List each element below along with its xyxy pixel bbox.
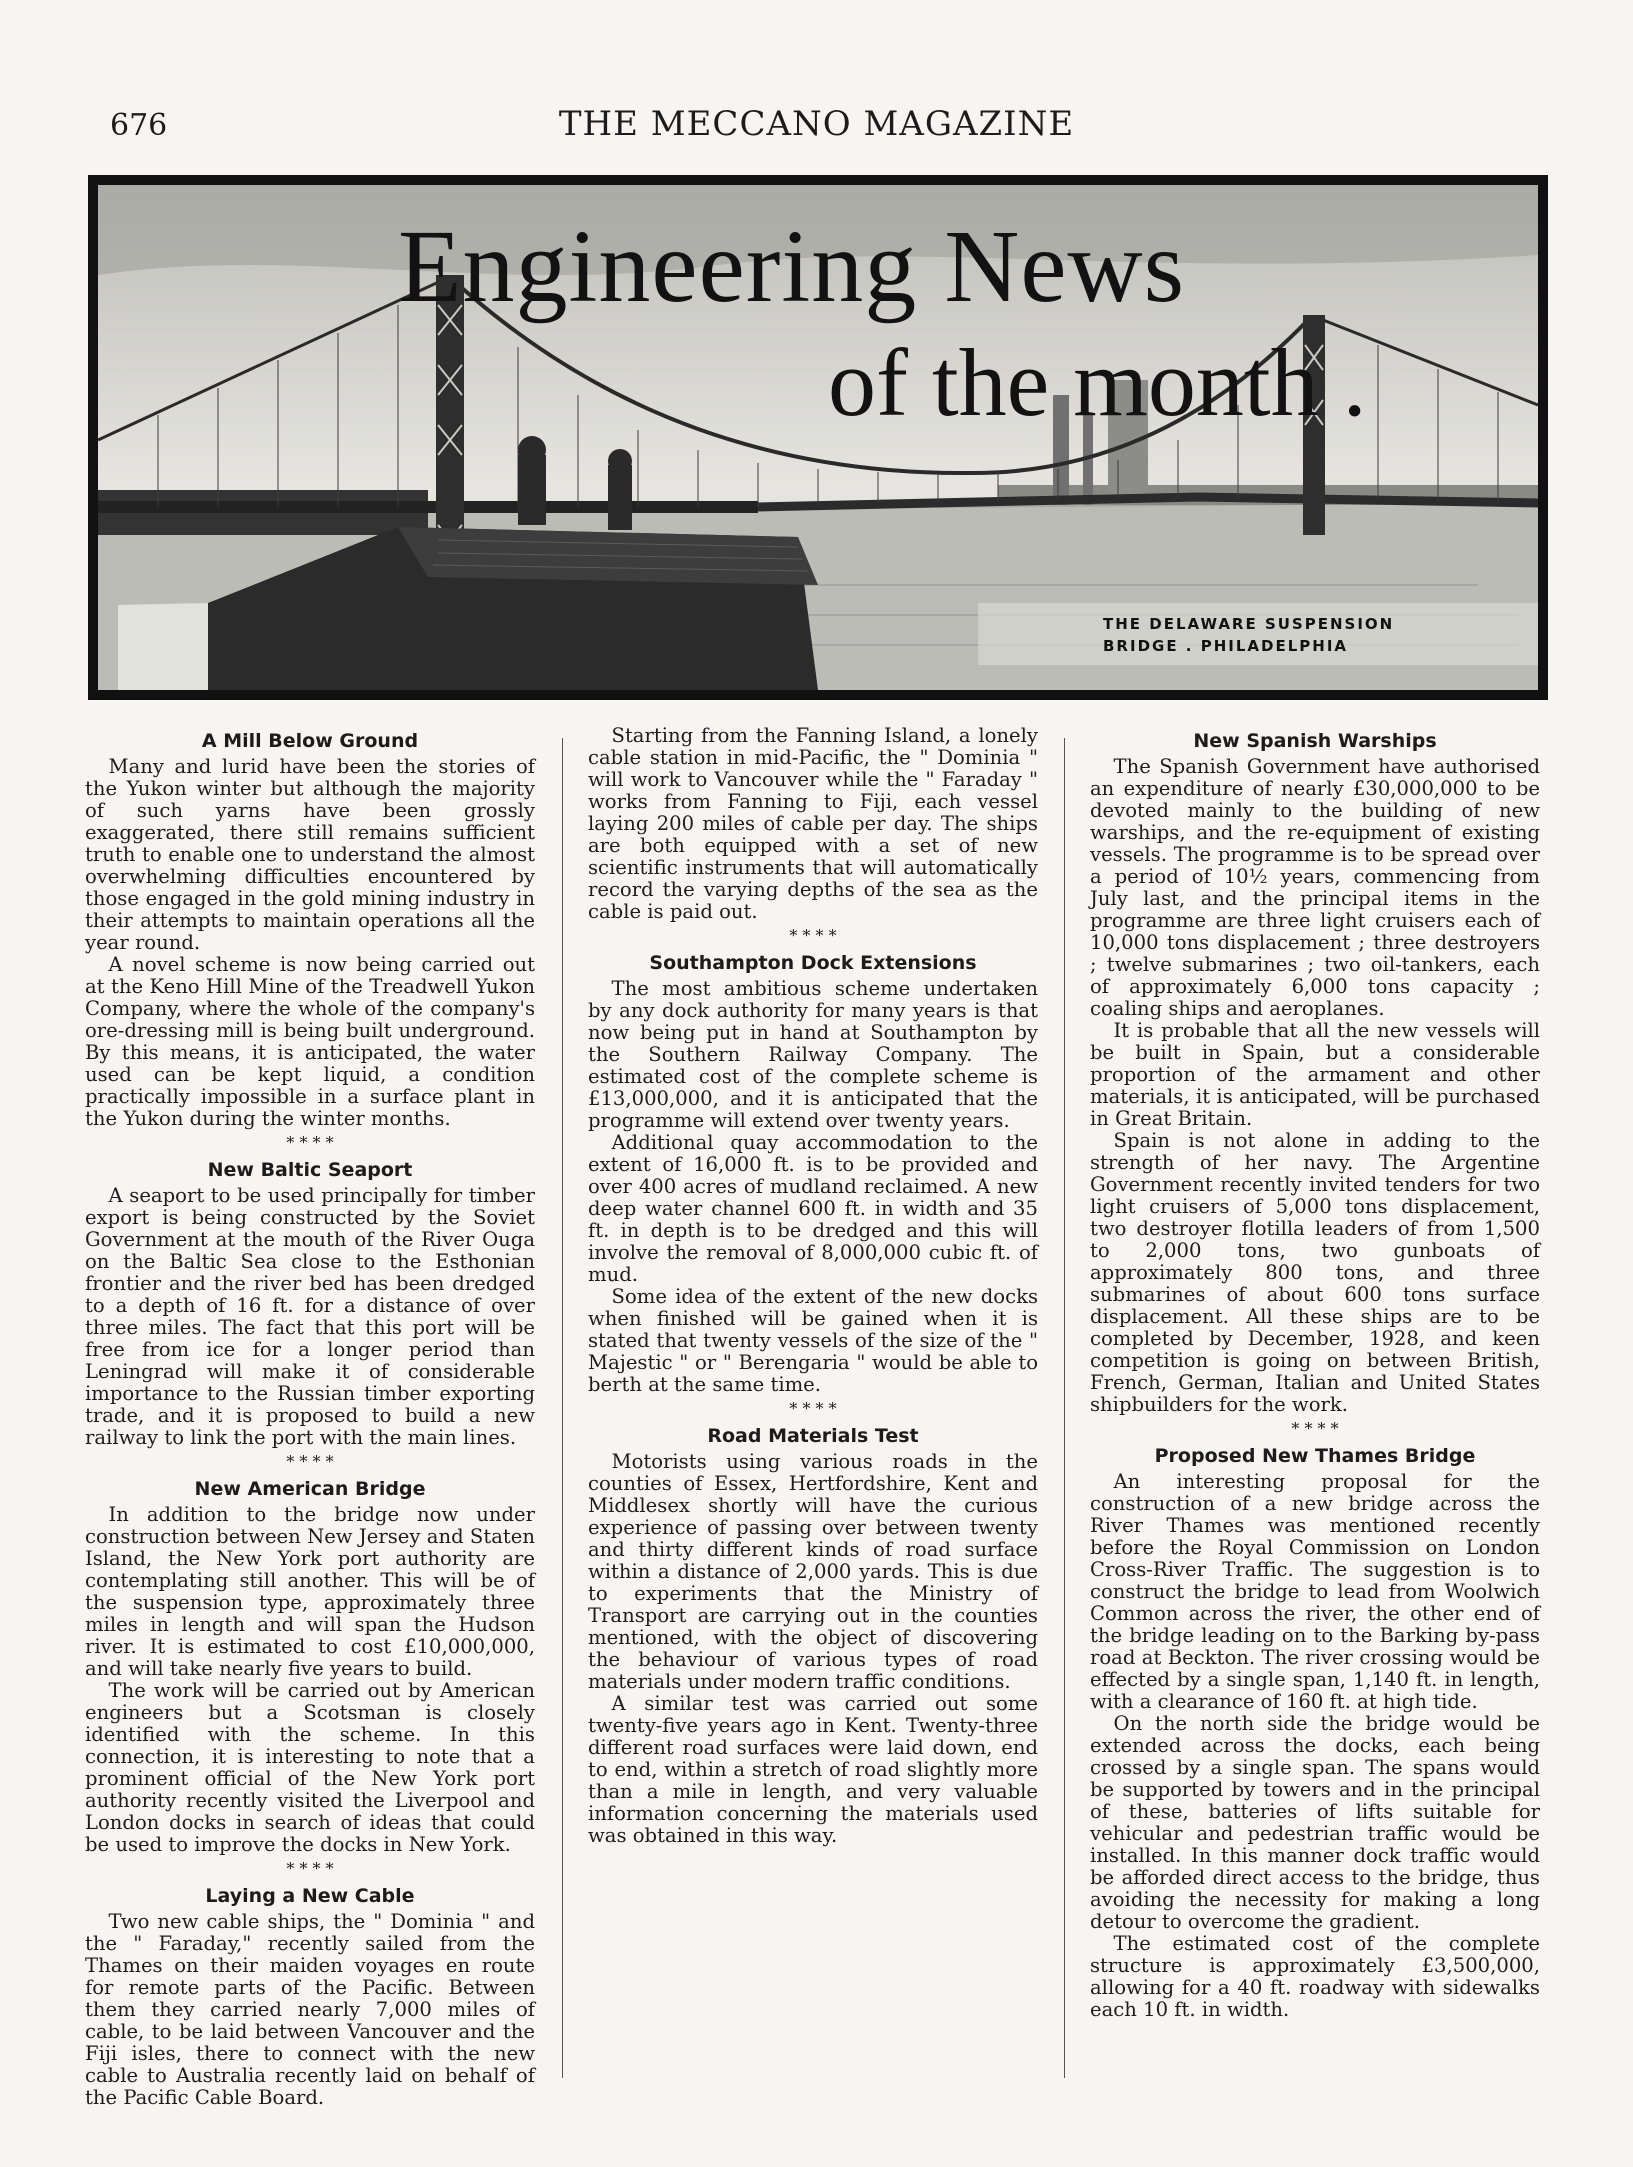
- article-paragraph: Motorists using various roads in the counties of Essex, Hertfordshire, Kent and Middlesex shortly will have the curious experience of passing over between twenty and thirty different kinds of road surface within a distance of 2,000 yards. This is due to experiments that the Ministry of Transport are carrying out in the counties mentioned, with the object of discovering the behaviour of various types of road materials under modern traffic conditions.: [588, 1450, 1038, 1693]
- column-2: [588, 725, 1038, 1847]
- article-heading: New Baltic Seaport: [207, 1159, 413, 1181]
- article-heading: New Spanish Warships: [1193, 730, 1437, 752]
- section-separator: * * * *: [286, 1859, 334, 1878]
- article-paragraph: In addition to the bridge now under construction between New Jersey and Staten Island, the New York port authority are contemplating still another. This will be of the suspension type, approximately three miles in length and will span the Hudson river. It is estimated to cost £10,000,000, and will take nearly five years to build.: [85, 1503, 535, 1680]
- article-paragraph: A seaport to be used principally for timber export is being constructed by the Soviet Government at the mouth of the River Ouga on the Baltic Sea close to the Esthonian frontier and the river bed has been dredged to a depth of 16 ft. for a distance of over three miles. The fact that this port will be free from ice for a longer period than Leningrad will make it of considerable importance to the Russian timber exporting trade, and it is proposed to build a new railway to link the port with the main lines.: [85, 1184, 535, 1449]
- article-paragraph: It is probable that all the new vessels will be built in Spain, but a considerable proportion of the armament and other materials, it is anticipated, will be purchased in Great Britain.: [1090, 1019, 1540, 1130]
- article-heading: Proposed New Thames Bridge: [1154, 1445, 1476, 1467]
- article-paragraph: Additional quay accommodation to the extent of 16,000 ft. is to be provided and over 400 acres of mudland reclaimed. A new deep water channel 600 ft. in width and 35 ft. in depth is to be dredged and this will involve the removal of 8,000,000 cubic ft. of mud.: [588, 1131, 1038, 1286]
- article-paragraph: The estimated cost of the complete structure is approximately £3,500,000, allowing for a 40 ft. roadway with sidewalks each 10 ft. in width.: [1090, 1932, 1540, 2021]
- article-paragraph: Some idea of the extent of the new docks when finished will be gained when it is stated that twenty vessels of the size of the " Majestic " or " Berengaria " would be able to berth at the same time.: [588, 1285, 1038, 1396]
- banner-title: Engineering News: [398, 209, 1186, 324]
- article-paragraph: Starting from the Fanning Island, a lonely cable station in mid-Pacific, the " Dominia " will work to Vancouver while the " Faraday " works from Fanning to Fiji, each vessel laying 200 miles of cable per day. The ships are both equipped with a set of new scientific instruments that will automatically record the varying depths of the sea as the cable is paid out.: [588, 724, 1038, 923]
- article-paragraph: The work will be carried out by American engineers but a Scotsman is closely identified with the scheme. In this connection, it is interesting to note that a prominent official of the New York port authority recently visited the Liverpool and London docks in search of ideas that could be used to improve the docks in New York.: [85, 1679, 535, 1856]
- article-paragraph: The most ambitious scheme undertaken by any dock authority for many years is that now being put in hand at Southampton by the Southern Railway Company. The estimated cost of the complete scheme is £13,000,000, and it is anticipated that the programme will extend over twenty years.: [588, 977, 1038, 1132]
- column-3: [1090, 725, 1540, 2021]
- header-banner: [88, 175, 1548, 700]
- article-paragraph: A similar test was carried out some twenty-five years ago in Kent. Twenty-three different road surfaces were laid down, end to end, within a stretch of road slightly more than a mile in length, and very valuable information concerning the materials used was obtained in this way.: [588, 1692, 1038, 1847]
- article-heading: Southampton Dock Extensions: [649, 952, 977, 974]
- magazine-title: THE MECCANO MAGAZINE: [558, 104, 1075, 144]
- article-heading: New American Bridge: [194, 1478, 426, 1500]
- section-separator: * * * *: [789, 1399, 837, 1418]
- section-separator: * * * *: [286, 1133, 334, 1152]
- article-paragraph: An interesting proposal for the construction of a new bridge across the River Thames was mentioned recently before the Royal Commission on London Cross-River Traffic. The suggestion is to construct the bridge to lead from Woolwich Common across the river, the other end of the bridge leading on to the Barking by-pass road at Beckton. The river crossing would be effected by a single span, 1,140 ft. in length, with a clearance of 160 ft. at high tide.: [1090, 1470, 1540, 1713]
- article-paragraph: Spain is not alone in adding to the strength of her navy. The Argentine Government recently invited tenders for two light cruisers of 5,000 tons displacement, two destroyer flotilla leaders of from 1,500 to 2,000 tons, two gunboats of approximately 800 tons, and three submarines of about 600 tons surface displacement. All these ships are to be completed by December, 1928, and keen competition is going on between British, French, German, Italian and United States shipbuilders for the work.: [1090, 1129, 1540, 1416]
- article-paragraph: The Spanish Government have authorised an expenditure of nearly £30,000,000 to be devoted mainly to the building of new warships, and the re-equipment of existing vessels. The programme is to be spread over a period of 10½ years, commencing from July last, and the principal items in the programme are three light cruisers each of 10,000 tons displacement ; three destroyers ; twelve submarines ; two oil-tankers, each of approximately 6,000 tons capacity ; coaling ships and aeroplanes.: [1090, 755, 1540, 1020]
- banner-caption: THE DELAWARE SUSPENSION BRIDGE . PHILADELPHIA: [1103, 615, 1395, 655]
- column-1: [85, 725, 535, 2109]
- article-heading: A Mill Below Ground: [201, 730, 419, 752]
- article-heading: Road Materials Test: [707, 1425, 919, 1447]
- article-paragraph: On the north side the bridge would be extended across the docks, each being crossed by a single span. The spans would be supported by towers and in the principal of these, batteries of lifts suitable for vehicular and pedestrian traffic would be installed. In this manner dock traffic would be afforded direct access to the bridge, thus avoiding the necessity for making a long detour to overcome the gradient.: [1090, 1712, 1540, 1933]
- column-rule: [1064, 738, 1065, 2078]
- section-separator: * * * *: [789, 926, 837, 945]
- article-heading: Laying a New Cable: [205, 1885, 415, 1907]
- section-separator: * * * *: [286, 1452, 334, 1471]
- banner-subtitle: of the month .: [828, 329, 1367, 436]
- page-number: 676: [110, 108, 168, 143]
- article-paragraph: A novel scheme is now being carried out at the Keno Hill Mine of the Treadwell Yukon Company, where the whole of the company's ore-dressing mill is being built underground. By this means, it is anticipated, the water used can be kept liquid, a condition practically impossible in a surface plant in the Yukon during the winter months.: [85, 953, 535, 1130]
- article-paragraph: Two new cable ships, the " Dominia " and the " Faraday," recently sailed from the Thames on their maiden voyages en route for remote parts of the Pacific. Between them they carried nearly 7,000 miles of cable, to be laid between Vancouver and the Fiji isles, there to connect with the new cable to Australia recently laid on behalf of the Pacific Cable Board.: [85, 1910, 535, 2109]
- article-paragraph: Many and lurid have been the stories of the Yukon winter but although the majority of such yarns have been grossly exaggerated, there still remains sufficient truth to enable one to understand the almost overwhelming difficulties encountered by those engaged in the gold mining industry in their attempts to maintain operations all the year round.: [85, 755, 535, 954]
- section-separator: * * * *: [1291, 1419, 1339, 1438]
- column-rule: [562, 738, 563, 2078]
